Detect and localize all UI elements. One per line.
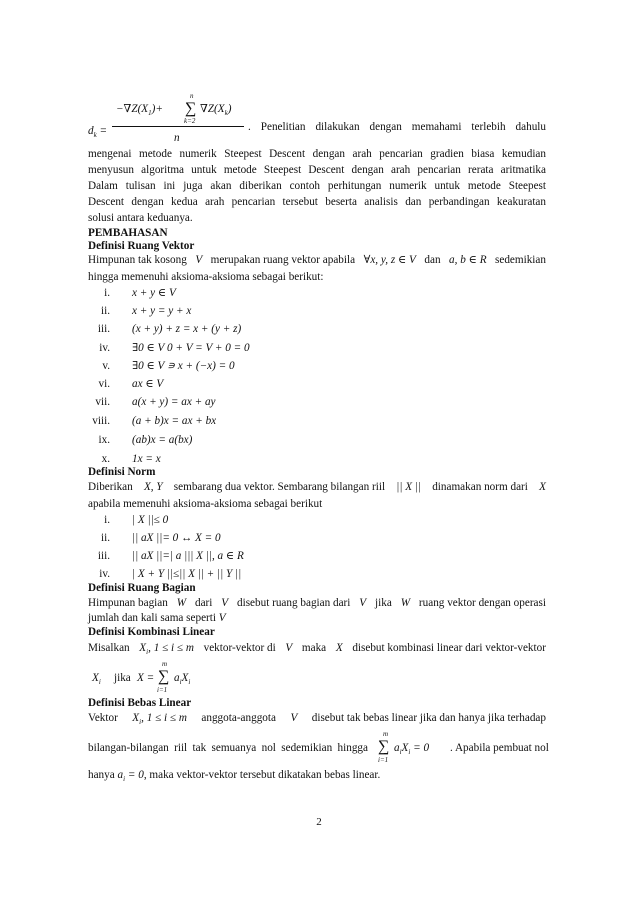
def-norm-line1: Diberikan X, Y sembarang dua vektor. Sembarang bilangan riil || X || dinamakan norm dari X <box>88 481 546 493</box>
axiom-expr: || aX ||=| a ||| X ||, a ∈ R <box>132 550 244 562</box>
axiom-expr: ∃0 ∈ V 0 + V = V + 0 = 0 <box>132 342 250 354</box>
def-vector-line1: Himpunan tak kosong V merupakan ruang vektor apabila ∀x, y, z ∈ V dan a, b ∈ R sedemikian <box>88 254 546 266</box>
intro-line: Descent dengan kedua arah pencarian tersebut beserta analisis dan perbandingan keakuratan <box>88 196 546 208</box>
axiom-number: vi. <box>98 378 110 390</box>
axiom-number: ii. <box>100 305 110 317</box>
intro-line: Dalam tulisan ini juga akan diberikan contoh perhitungan numerik untuk metode Steepest <box>88 180 546 192</box>
def-combination-line1: Misalkan $X_i$, 1 ≤ i ≤ m vektor-vektor di V maka X disebut kombinasi linear dari vektor-vektor <box>88 642 546 657</box>
document-page: $d_k$ = $-\nabla Z(X_1)+$ n ∑ k=2 $\nabla Z(X_k)$ n . Penelitian dilakukan dengan memahami terlebih dahulu mengenai metode numerik Steepest Descent dengan arah pencarian gradien biasa kemudian menyusun algoritma untuk metode Steepest Descent dengan arah pencarian rerata aritmatika Dalam tulisan ini juga akan diberikan contoh perhitungan numerik untuk metode Steepest Descent dengan kedua arah pencarian tersebut beserta analisis dan perbandingan keakuratan solusi antara keduanya. PEMBAHASAN Definisi Ruang Vektor Himpunan tak kosong V merupakan ruang vektor apabila ∀x, y, z ∈ V dan a, b ∈ R sedemikian hingga memenuhi aksioma-aksioma sebagai berikut: i. x + y ∈ V ii. x + y = y + x iii. (x + y) + z = x + (y + z) iv. ∃0 ∈ V 0 + V = V + 0 = 0 v. ∃0 ∈ V ∍ x + (−x) = 0 vi. ax ∈ V vii. a(x + y) = ax + ay viii. (a + b)x = ax + bx ix. (ab)x = a(bx) x. 1x = x Definisi Norm Diberikan X, Y sembarang dua vektor. Sembarang bilangan riil || X || dinamakan norm dari X apabila memenuhi aksioma-aksioma sebagai berikut i. | X ||≤ 0 ii. || aX ||= 0 ↔ X = 0 iii. || aX ||=| a ||| X ||, a ∈ R iv. | X + Y ||≤|| X || + || Y || Definisi Ruang Bagian Himpunan bagian W dari V disebut ruang bagian dari V jika W ruang vektor dengan operasi jumlah dan kali sama seperti V Definisi Kombinasi Linear Misalkan $X_i$, 1 ≤ i ≤ m vektor-vektor di V maka X disebut kombinasi linear dari vektor-vektor $X_i$ jika X = m ∑ i=1 $a_iX_i$ Definisi Bebas Linear Vektor $X_i$, 1 ≤ i ≤ m anggota-anggota V disebut tak bebas linear jika dan hanya jika terhadap bilangan-bilangan riil tak semuanya nol sedemikian hingga m ∑ i=1 $a_iX_i = 0$ . Apabila pembuat nol hanya $a_i = 0$, maka vektor-vektor tersebut dikatakan bebas linear. 2 <box>0 0 638 903</box>
intro-line: mengenai metode numerik Steepest Descent dengan arah pencarian gradien biasa kemudian <box>88 148 546 160</box>
def-subspace-title: Definisi Ruang Bagian <box>88 582 196 594</box>
def-vector-title: Definisi Ruang Vektor <box>88 240 195 252</box>
def-norm-line2: apabila memenuhi aksioma-aksioma sebagai berikut <box>88 498 323 510</box>
axiom-number: iii. <box>97 550 110 562</box>
axiom-number: iii. <box>97 323 110 335</box>
axiom-number: ii. <box>100 532 110 544</box>
axiom-number: ix. <box>98 434 110 446</box>
axiom-expr: (ab)x = a(bx) <box>132 434 193 446</box>
formula-fraction-bar <box>112 126 244 127</box>
axiom-number: vii. <box>95 396 110 408</box>
axiom-number: iv. <box>99 342 110 354</box>
axiom-expr: a(x + y) = ax + ay <box>132 396 216 408</box>
def-vector-line2: hingga memenuhi aksioma-aksioma sebagai berikut: <box>88 271 324 283</box>
formula-denominator: n <box>174 132 180 144</box>
axiom-expr: ax ∈ V <box>132 378 164 390</box>
axiom-expr: (x + y) + z = x + (y + z) <box>132 323 242 335</box>
axiom-expr: ∃0 ∈ V ∍ x + (−x) = 0 <box>132 360 235 372</box>
formula-sum-top: n <box>190 92 194 100</box>
axiom-number: v. <box>102 360 110 372</box>
axiom-number: x. <box>101 453 110 465</box>
page-number: 2 <box>316 816 322 828</box>
axiom-expr: x + y ∈ V <box>132 287 176 299</box>
axiom-expr: | X ||≤ 0 <box>132 514 169 526</box>
def-subspace-line2: jumlah dan kali sama seperti V <box>88 612 226 624</box>
formula-lhs: $d_k$ = <box>88 125 108 140</box>
axiom-expr: || aX ||= 0 ↔ X = 0 <box>132 532 221 544</box>
formula-sum-sign: ∑ <box>185 100 197 117</box>
def-combination-title: Definisi Kombinasi Linear <box>88 626 215 638</box>
formula-sum-bottom: k=2 <box>184 117 196 125</box>
formula-numerator-right: $\nabla Z(X_k)$ <box>200 103 232 118</box>
def-independent-title: Definisi Bebas Linear <box>88 697 192 709</box>
def-independent-line3: hanya $a_i = 0$, maka vektor-vektor tersebut dikatakan bebas linear. <box>88 769 381 784</box>
axiom-expr: 1x = x <box>132 453 161 465</box>
axiom-expr: | X + Y ||≤|| X || + || Y || <box>132 568 242 580</box>
intro-line-last: solusi antara keduanya. <box>88 212 193 224</box>
intro-line: menyusun algoritma untuk metode Steepest Descent dengan arah pencarian rerata aritmatika <box>88 164 546 176</box>
axiom-number: i. <box>104 287 110 299</box>
axiom-number: iv. <box>99 568 110 580</box>
def-independent-line1: Vektor $X_i$, 1 ≤ i ≤ m anggota-anggota V disebut tak bebas linear jika dan hanya jika terhadap <box>88 712 546 727</box>
axiom-number: viii. <box>92 415 110 427</box>
axiom-expr: x + y = y + x <box>132 305 192 317</box>
axiom-expr: (a + b)x = ax + bx <box>132 415 217 427</box>
formula-numerator-left: $-\nabla Z(X_1)+$ <box>116 103 163 118</box>
def-norm-title: Definisi Norm <box>88 466 156 478</box>
def-subspace-line1: Himpunan bagian W dari V disebut ruang bagian dari V jika W ruang vektor dengan operasi <box>88 597 546 609</box>
section-title: PEMBAHASAN <box>88 227 168 239</box>
axiom-number: i. <box>104 514 110 526</box>
formula-trailing-text: . Penelitian dilakukan dengan memahami terlebih dahulu <box>248 121 546 133</box>
